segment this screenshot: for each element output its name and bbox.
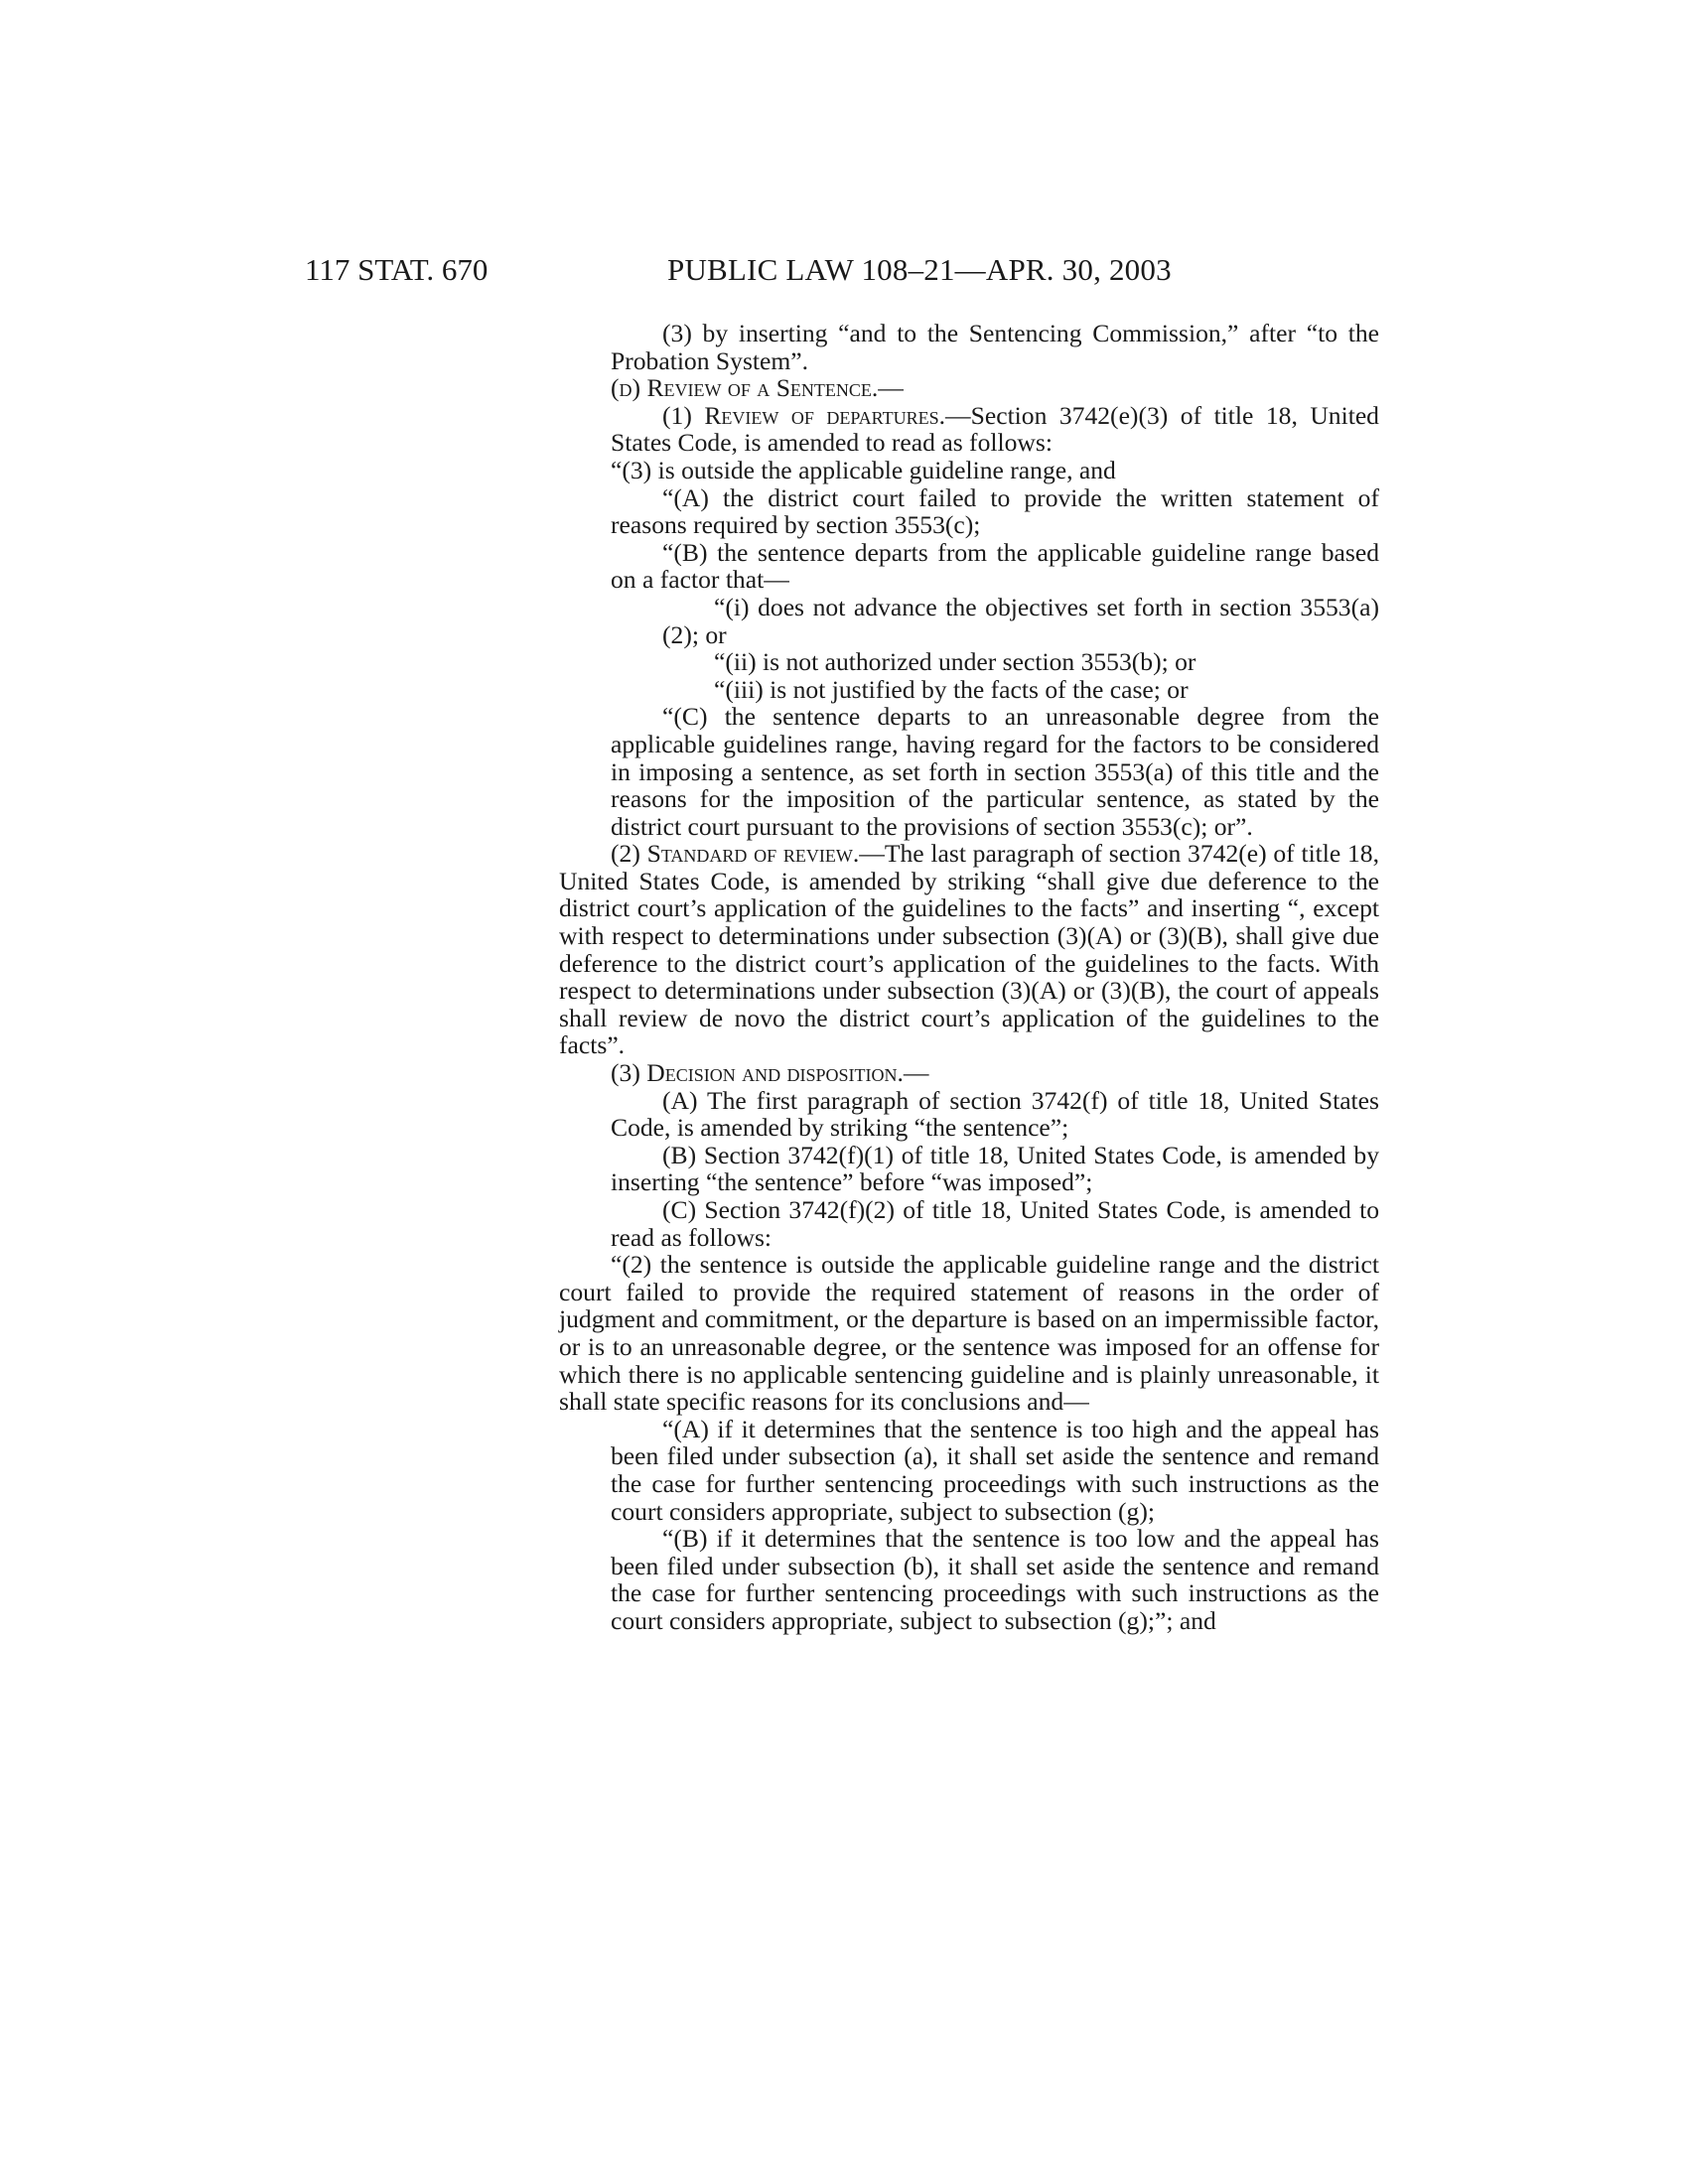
public-law-title: PUBLIC LAW 108–21—APR. 30, 2003	[667, 252, 1172, 287]
quoted-clause-i: “(i) does not advance the objectives set forth in section 3553(a)(2); or	[662, 592, 1379, 649]
paragraph-heading: (1) Review of departures.—	[662, 400, 971, 430]
statute-citation: 117 STAT. 670	[305, 252, 489, 287]
page-header	[0, 250, 1688, 290]
paragraph-1-review-of-departures: (1) Review of departures.—Section 3742(e)(3) of title 18, United States Code, is amended to read as follows:	[611, 400, 1379, 458]
quoted-subparagraph-c: “(C) the sentence departs to an unreasonable degree from the applicable guidelines range, having regard for the factors to be considered in imposing a sentence, as set forth in section 3553(a) of this title and the reasons for the imposition of the particular sentence, as stated by the district court pursuant to the provisions of section 3553(c); or”.	[611, 702, 1379, 841]
subparagraph-c-section-f2: (C) Section 3742(f)(2) of title 18, United States Code, is amended to read as follows:	[611, 1195, 1379, 1252]
paragraph-2-standard-of-review: (2) Standard of review.—The last paragraph of section 3742(e) of title 18, United States Code, is amended by striking “shall give due deference to the district court’s application of the guidelines to the facts” and inserting “, except with respect to determinations under subsection (3)(A) or (3)(B), shall give due deference to the district court’s application of the guidelines to the facts. With respect to determinations under subsection (3)(A) or (3)(B), the court of appeals shall review de novo the district court’s application of the guidelines to the facts”.	[559, 839, 1379, 1060]
quoted-clause-ii: “(ii) is not authorized under section 3553(b); or	[714, 647, 1196, 677]
paragraph-heading: (2) Standard of review.—	[611, 839, 885, 869]
quoted-clause-iii: “(iii) is not justified by the facts of the case; or	[714, 674, 1189, 704]
quoted-subparagraph-a: “(A) the district court failed to provide the written statement of reasons required by section 3553(c);	[611, 482, 1379, 540]
paragraph-3-inserting: (3) by inserting “and to the Sentencing Commission,” after “to the Probation System”.	[611, 319, 1379, 375]
quoted-paragraph-3: “(3) is outside the applicable guideline range, and	[611, 455, 1116, 484]
subsection-d-heading	[559, 374, 1379, 402]
paragraph-heading: (3) Decision and disposition.—	[611, 1058, 929, 1088]
document-body	[559, 320, 1379, 1635]
quoted-subparagraph-b: “(B) the sentence departs from the applicable guideline range based on a factor that—	[611, 537, 1379, 595]
subparagraph-b-section-f1: (B) Section 3742(f)(1) of title 18, United States Code, is amended by inserting “the sentence” before “was imposed”;	[611, 1140, 1379, 1197]
subsection-heading: (d) Review of a Sentence.—	[611, 373, 904, 403]
quoted-paragraph-2: “(2) the sentence is outside the applicable guideline range and the district court failed to provide the required statement of reasons in the order of judgment and commitment, or the departure is based on an impermissible factor, or is to an unreasonable degree, or the sentence was imposed for an offense for which there is no applicable sentencing guideline and is plainly unreasonable, it shall state specific reasons for its conclusions and—	[559, 1250, 1379, 1417]
quoted-disposition-b: “(B) if it determines that the sentence is too low and the appeal has been filed under subsection (b), it shall set aside the sentence and remand the case for further sentencing proceedings with such instructions as the court considers appropriate, subject to subsection (g);”; and	[611, 1524, 1379, 1635]
subparagraph-a-first-paragraph: (A) The first paragraph of section 3742(f) of title 18, United States Code, is amended by striking “the sentence”;	[611, 1085, 1379, 1143]
quoted-disposition-a: “(A) if it determines that the sentence is too high and the appeal has been filed under subsection (a), it shall set aside the sentence and remand the case for further sentencing proceedings with such instructions as the court considers appropriate, subject to subsection (g);	[611, 1414, 1379, 1526]
paragraph-3-decision-heading	[559, 1059, 1379, 1087]
